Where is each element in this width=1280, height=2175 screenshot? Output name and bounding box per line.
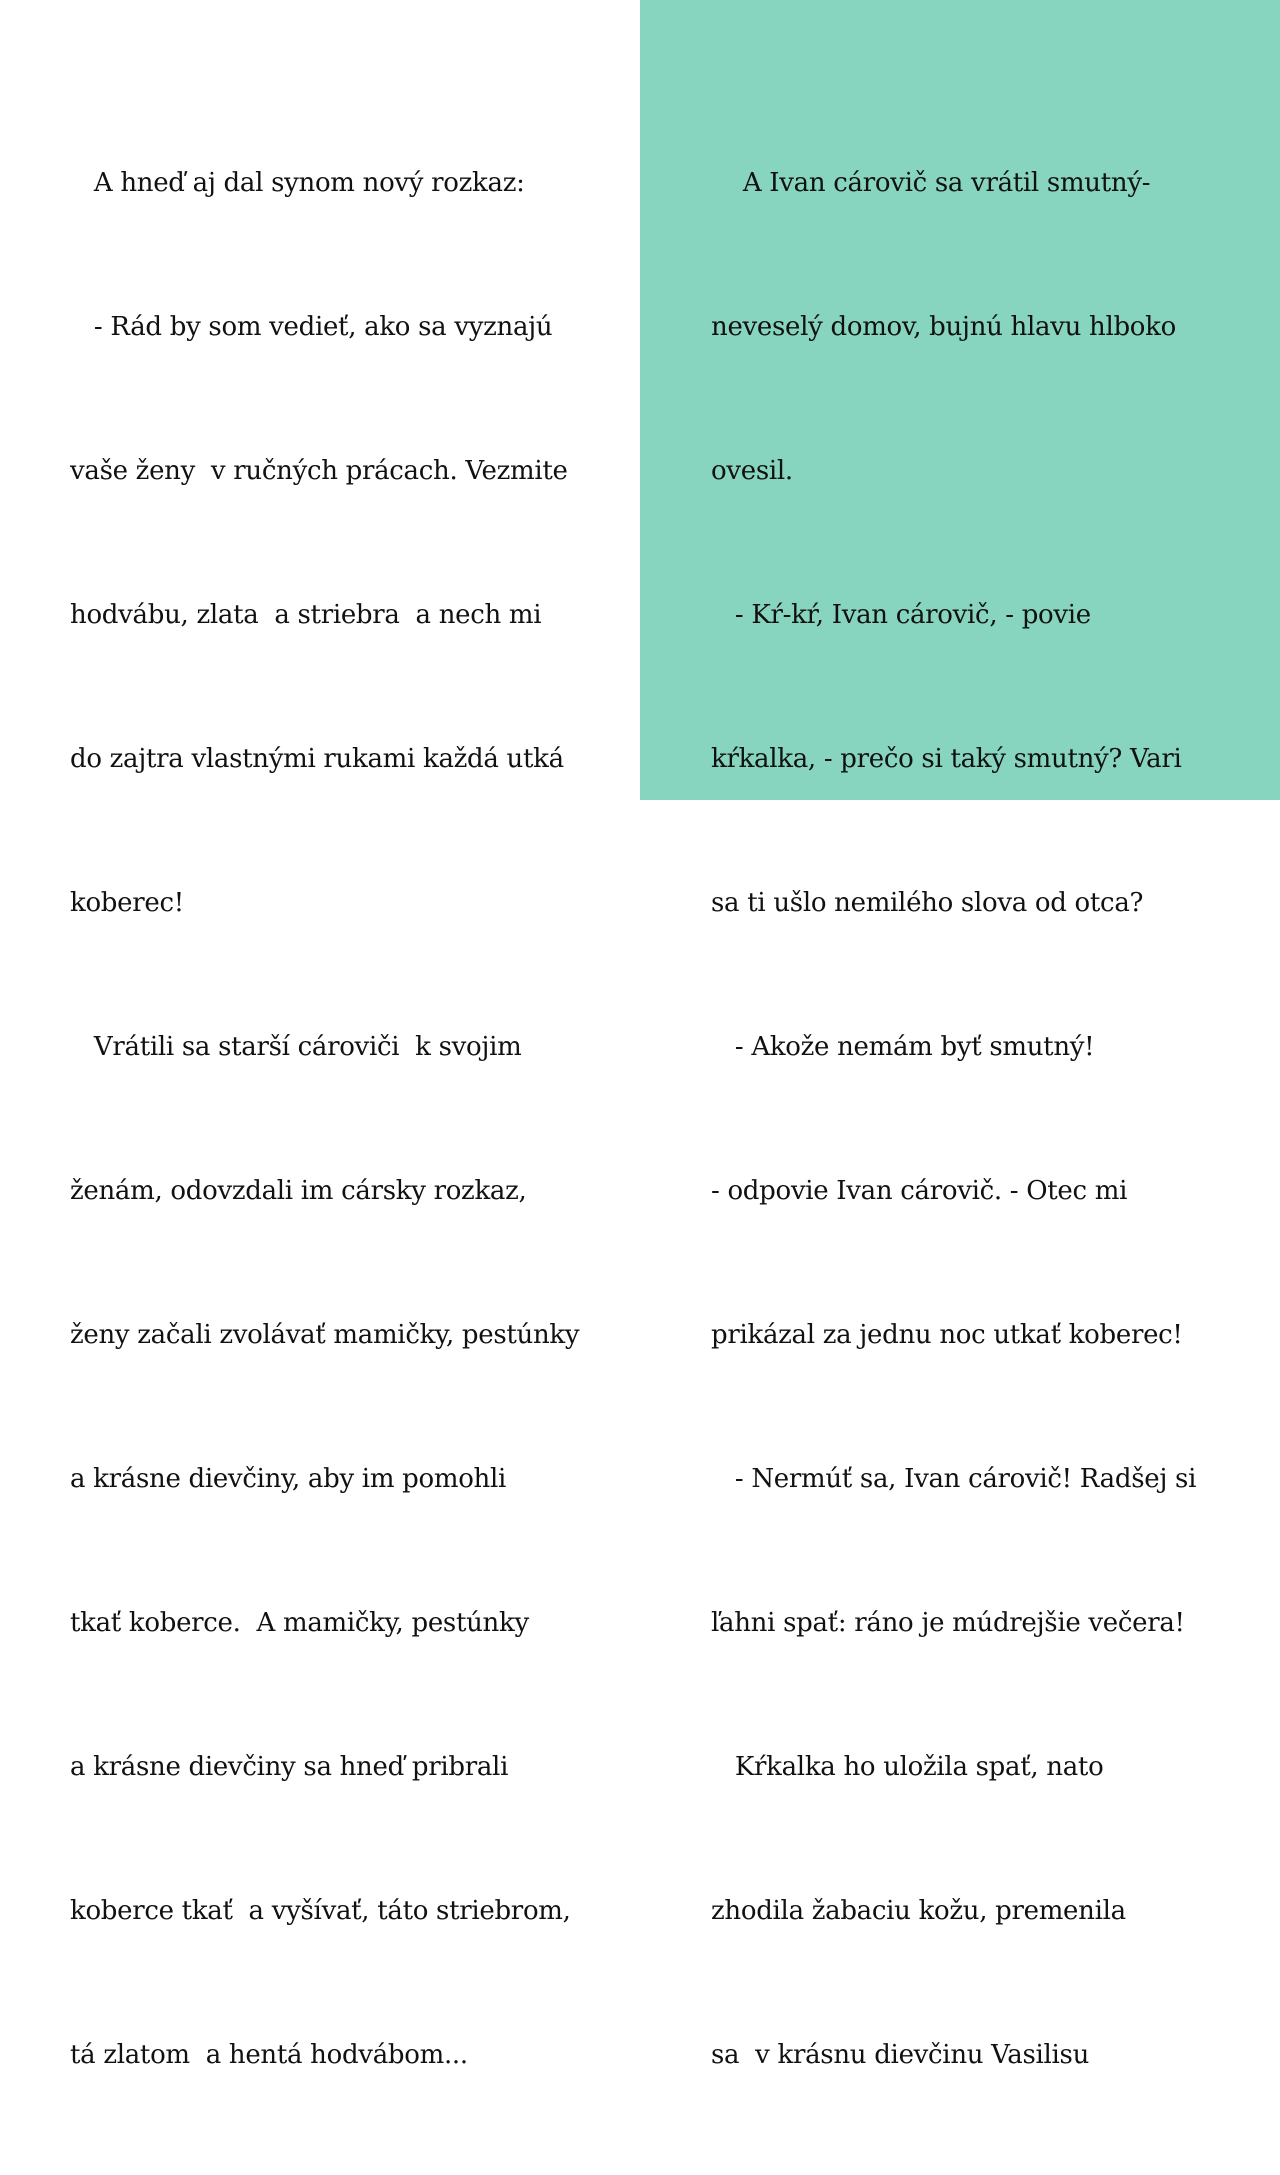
- text-line: a krásne dievčiny, aby im pomohli: [70, 1464, 507, 1494]
- text-line: sa ti ušlo nemilého slova od otca?: [711, 888, 1144, 918]
- text-line: hodvábu, zlata a striebra a nech mi: [70, 600, 542, 630]
- text-line: prikázal za jednu noc utkať koberec!: [711, 1320, 1183, 1350]
- text-line: ženám, odovzdali im cársky rozkaz,: [70, 1176, 527, 1206]
- text-line: - Rád by som vedieť, ako sa vyznajú: [70, 312, 553, 342]
- text-line: Vrátili sa starší cároviči k svojim: [70, 1032, 522, 1062]
- right-page: [640, 0, 1280, 2070]
- text-line: - Kŕ-kŕ, Ivan cárovič, - povie: [711, 600, 1091, 630]
- text-line: A hneď aj dal synom nový rozkaz:: [70, 168, 525, 198]
- text-line: sa v krásnu dievčinu Vasilisu: [711, 2040, 1090, 2070]
- text-line: koberec!: [70, 888, 184, 918]
- text-line: ženy začali zvolávať mamičky, pestúnky: [70, 1320, 580, 1350]
- text-line: - Nermúť sa, Ivan cárovič! Radšej si: [711, 1464, 1197, 1494]
- text-line: tá zlatom a hentá hodvábom...: [70, 2040, 468, 2070]
- text-line: vaše ženy v ručných prácach. Vezmite: [70, 456, 568, 486]
- right-page-text: [711, 63, 1196, 2175]
- text-line: A Ivan cárovič sa vrátil smutný-: [711, 168, 1151, 198]
- text-line: zhodila žabaciu kožu, premenila: [711, 1896, 1126, 1926]
- text-line: do zajtra vlastnými rukami každá utká: [70, 744, 564, 774]
- text-line: tkať koberce. A mamičky, pestúnky: [70, 1608, 529, 1638]
- text-line: koberce tkať a vyšívať, táto striebrom,: [70, 1896, 571, 1926]
- text-line: ľahni spať: ráno je múdrejšie večera!: [711, 1608, 1185, 1638]
- text-line: a krásne dievčiny sa hneď pribrali: [70, 1752, 509, 1782]
- text-line: ovesil.: [711, 456, 793, 486]
- left-page: [0, 0, 640, 2070]
- text-line: neveselý domov, bujnú hlavu hlboko: [711, 312, 1176, 342]
- left-page-text: [70, 63, 579, 2175]
- text-line: Kŕkalka ho uložila spať, nato: [711, 1752, 1104, 1782]
- text-line: - odpovie Ivan cárovič. - Otec mi: [711, 1176, 1128, 1206]
- text-line: - Akože nemám byť smutný!: [711, 1032, 1095, 1062]
- text-line: kŕkalka, - prečo si taký smutný? Vari: [711, 744, 1182, 774]
